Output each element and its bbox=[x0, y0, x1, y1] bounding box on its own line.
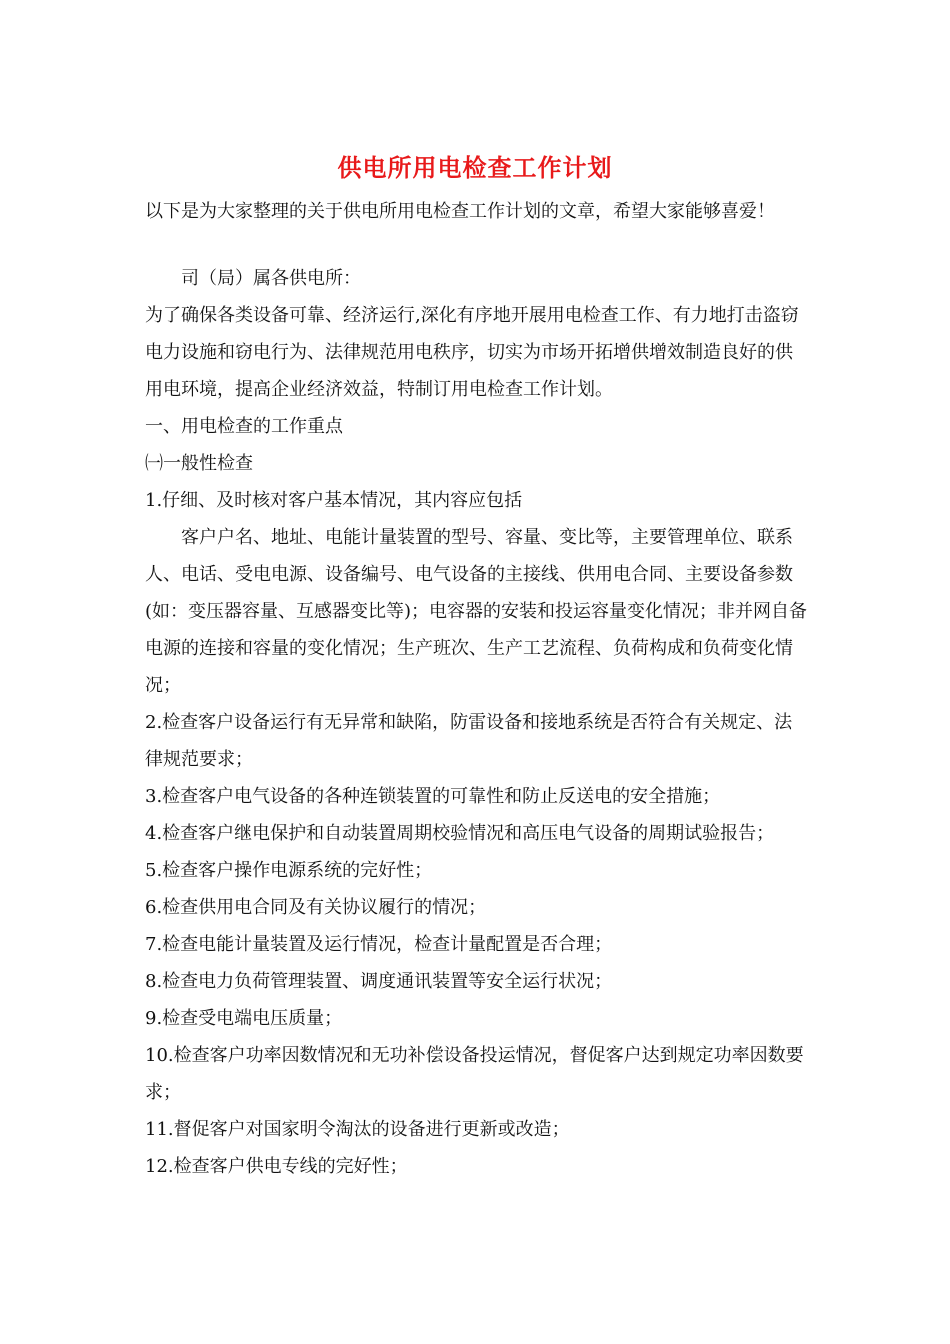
salutation: 司（局）属各供电所： bbox=[181, 268, 361, 289]
document-title: 供电所用电检查工作计划 bbox=[337, 153, 613, 182]
list-item: 12.检查客户供电专线的完好性； bbox=[145, 1156, 408, 1177]
list-item: 3.检查客户电气设备的各种连锁装置的可靠性和防止反送电的安全措施； bbox=[145, 786, 721, 807]
list-item: 4.检查客户继电保护和自动装置周期校验情况和高压电气设备的周期试验报告； bbox=[145, 823, 775, 844]
list-item: 9.检查受电端电压质量； bbox=[145, 1008, 343, 1029]
list-item-detail: 客户户名、地址、电能计量装置的型号、容量、变比等，主要管理单位、联系人、电话、受电电源、设备编号、电气设备的主接线、供用电合同、主要设备参数(如：变压器容量、互感器变比等)；电容器的安装和投运容量变化情况；非并网自备电源的连接和容量的变化情况；生产班次、生产工艺流程、负荷构成和负荷变化情况； bbox=[145, 527, 808, 696]
list-item: 7.检查电能计量装置及运行情况，检查计量配置是否合理； bbox=[145, 934, 613, 955]
document-body bbox=[145, 260, 810, 1185]
subsection-heading: ㈠一般性检查 bbox=[145, 453, 253, 474]
list-item: 5.检查客户操作电源系统的完好性； bbox=[145, 860, 433, 881]
list-item: 10.检查客户功率因数情况和无功补偿设备投运情况，督促客户达到规定功率因数要求； bbox=[145, 1045, 804, 1103]
list-item: 6.检查供用电合同及有关协议履行的情况； bbox=[145, 897, 487, 918]
intro-text: 以下是为大家整理的关于供电所用电检查工作计划的文章，希望大家能够喜爱！ bbox=[145, 201, 775, 222]
paragraph: 为了确保各类设备可靠、经济运行,深化有序地开展用电检查工作、有力地打击盗窃电力设施和窃电行为、法律规范用电秩序，切实为市场开拓增供增效制造良好的供用电环境，提高企业经济效益，特制订用电检查工作计划。 bbox=[145, 305, 799, 400]
list-item: 2.检查客户设备运行有无异常和缺陷，防雷设备和接地系统是否符合有关规定、法律规范要求； bbox=[145, 712, 793, 770]
list-item: 11.督促客户对国家明令淘汰的设备进行更新或改造； bbox=[145, 1119, 570, 1140]
list-item: 1.仔细、及时核对客户基本情况，其内容应包括 bbox=[145, 490, 523, 511]
section-heading: 一、用电检查的工作重点 bbox=[145, 416, 343, 437]
list-item: 8.检查电力负荷管理装置、调度通讯装置等安全运行状况； bbox=[145, 971, 613, 992]
